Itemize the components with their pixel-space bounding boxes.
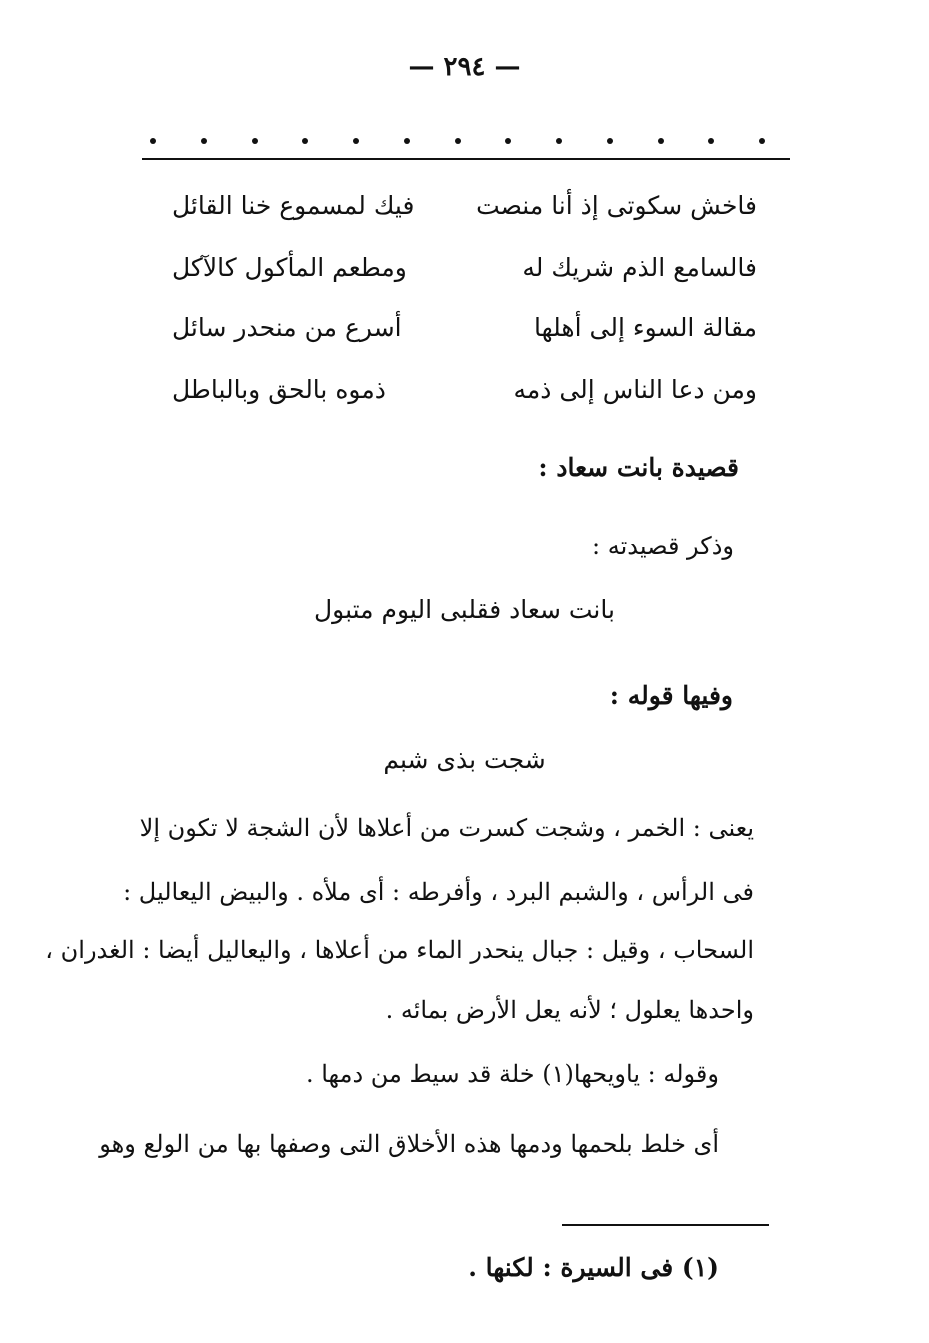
quoted-phrase: شجت بذى شبم bbox=[383, 745, 546, 774]
decorative-dot bbox=[150, 138, 156, 144]
poem-verse bbox=[172, 186, 757, 226]
poem-verse bbox=[172, 308, 757, 348]
poem-verse bbox=[172, 248, 757, 288]
decorative-dot-row bbox=[150, 128, 765, 154]
decorative-dot bbox=[658, 138, 664, 144]
verse-second-hemistich: فيك لمسموع خنا القائل bbox=[172, 191, 415, 220]
verse-second-hemistich: ذموه بالحق وبالباطل bbox=[172, 375, 386, 404]
verse-first-hemistich: فاخش سكوتى إذ أنا منصت bbox=[476, 191, 757, 220]
subheading-fiha-qawluhu: وفيها قوله : bbox=[609, 681, 733, 710]
decorative-dot bbox=[201, 138, 207, 144]
page-number: — ٢٩٤ — bbox=[408, 52, 521, 82]
intro-line: وذكر قصيدته : bbox=[592, 532, 734, 560]
verse-first-hemistich: مقالة السوء إلى أهلها bbox=[534, 313, 757, 342]
footnote-rule bbox=[562, 1224, 769, 1226]
poem-verse bbox=[172, 370, 757, 410]
paragraph-line: فى الرأس ، والشبم البرد ، وأفرطه : أى ملأه . والبيض اليعاليل : bbox=[123, 878, 754, 906]
verse-first-hemistich: ومن دعا الناس إلى ذمه bbox=[513, 375, 757, 404]
decorative-dot bbox=[607, 138, 613, 144]
paragraph-line: واحدها يعلول ؛ لأنه يعل الأرض بمائه . bbox=[385, 996, 754, 1024]
explanation-line: أى خلط بلحمها ودمها هذه الأخلاق التى وصفها بها من الولع وهو bbox=[99, 1130, 719, 1158]
paragraph-line: السحاب ، وقيل : جبال ينحدر الماء من أعلاها ، واليعاليل أيضا : الغدران ، bbox=[45, 936, 754, 964]
decorative-dot bbox=[505, 138, 511, 144]
verse-first-hemistich: فالسامع الذم شريك له bbox=[522, 253, 757, 282]
decorative-dot bbox=[556, 138, 562, 144]
decorative-dot bbox=[455, 138, 461, 144]
decorative-dot bbox=[302, 138, 308, 144]
decorative-dot bbox=[404, 138, 410, 144]
paragraph-line: يعنى : الخمر ، وشجت كسرت من أعلاها لأن الشجة لا تكون إلا bbox=[139, 814, 754, 842]
decorative-dot bbox=[252, 138, 258, 144]
section-heading: قصيدة بانت سعاد : bbox=[538, 453, 739, 482]
header-rule bbox=[142, 158, 790, 160]
decorative-dot bbox=[353, 138, 359, 144]
verse-second-hemistich: أسرع من منحدر سائل bbox=[172, 313, 402, 342]
footnote: (١) فى السيرة : لكنها . bbox=[468, 1253, 719, 1282]
qawluhu-line: وقوله : ياويحها(١) خلة قد سيط من دمها . bbox=[305, 1060, 719, 1088]
decorative-dot bbox=[759, 138, 765, 144]
opening-verse: بانت سعاد فقلبى اليوم متبول bbox=[314, 595, 615, 624]
verse-second-hemistich: ومطعم المأكول كالآكل bbox=[172, 253, 407, 282]
decorative-dot bbox=[708, 138, 714, 144]
